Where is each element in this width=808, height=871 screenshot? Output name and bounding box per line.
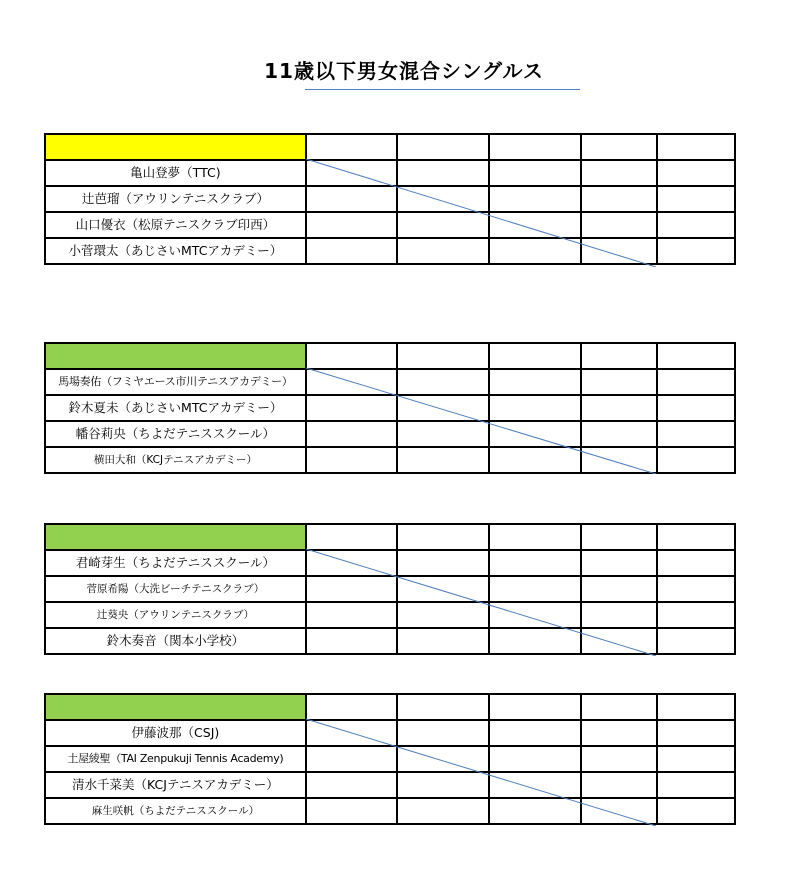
result-cell: [306, 746, 398, 772]
result-cell: [581, 576, 658, 602]
result-cell: [489, 602, 581, 628]
result-header-cell: [397, 343, 489, 369]
result-cell: [489, 212, 581, 238]
result-cell: [489, 720, 581, 746]
result-cell: [489, 628, 581, 654]
player-name: 君崎芽生（ちよだテニススクール）: [45, 550, 306, 576]
result-cell: [397, 238, 489, 264]
result-cell: [397, 576, 489, 602]
result-header-cell: [489, 343, 581, 369]
result-cell: [489, 447, 581, 473]
player-name: 鈴木夏未（あじさいMTCアカデミー）: [45, 395, 306, 421]
result-cell: [581, 186, 658, 212]
group-2-table: [44, 342, 736, 474]
player-name: 麻生咲帆（ちよだテニススクール）: [45, 798, 306, 824]
page-title: 11歳以下男女混合シングルス: [264, 59, 544, 83]
group-3-table: [44, 523, 736, 655]
result-header-cell: [489, 694, 581, 720]
result-header-cell: [657, 343, 735, 369]
result-cell: [397, 720, 489, 746]
result-header-cell: [657, 134, 735, 160]
result-cell: [657, 798, 735, 824]
result-cell: [489, 746, 581, 772]
result-header-cell: [306, 343, 398, 369]
group-4: [44, 693, 736, 826]
group-header-cell: [45, 694, 306, 720]
result-header-cell: [397, 694, 489, 720]
result-cell: [306, 798, 398, 824]
result-header-cell: [657, 524, 735, 550]
result-cell: [489, 421, 581, 447]
result-cell: [581, 160, 658, 186]
result-cell: [306, 447, 398, 473]
player-name: 幡谷莉央（ちよだテニススクール）: [45, 421, 306, 447]
result-cell: [657, 576, 735, 602]
group-1: [44, 133, 736, 267]
result-cell: [397, 602, 489, 628]
player-name: 横田大和（KCJテニスアカデミー）: [45, 447, 306, 473]
result-cell: [657, 369, 735, 395]
player-name: 土屋綾聖（TAI Zenpukuji Tennis Academy): [45, 746, 306, 772]
result-cell: [397, 186, 489, 212]
result-cell: [306, 602, 398, 628]
result-header-cell: [657, 694, 735, 720]
player-name: 菅原希陽（大洗ビーチテニスクラブ）: [45, 576, 306, 602]
player-name: 小菅環太（あじさいMTCアカデミー）: [45, 238, 306, 264]
result-cell: [581, 628, 658, 654]
result-header-cell: [397, 134, 489, 160]
result-header-cell: [581, 343, 658, 369]
result-cell: [581, 212, 658, 238]
result-cell: [397, 772, 489, 798]
result-cell: [581, 550, 658, 576]
result-header-cell: [306, 524, 398, 550]
result-cell: [306, 628, 398, 654]
result-header-cell: [489, 524, 581, 550]
result-cell: [397, 628, 489, 654]
group-header-cell: [45, 134, 306, 160]
group-header-cell: [45, 343, 306, 369]
result-cell: [581, 395, 658, 421]
result-cell: [306, 369, 398, 395]
result-cell: [657, 746, 735, 772]
result-cell: [306, 160, 398, 186]
title-underline: [305, 89, 580, 90]
result-header-cell: [306, 694, 398, 720]
result-cell: [581, 447, 658, 473]
result-cell: [489, 395, 581, 421]
result-cell: [657, 395, 735, 421]
result-cell: [657, 186, 735, 212]
player-name: 鈴木奏音（関本小学校）: [45, 628, 306, 654]
result-cell: [397, 421, 489, 447]
result-cell: [306, 186, 398, 212]
result-header-cell: [581, 694, 658, 720]
result-cell: [581, 238, 658, 264]
result-header-cell: [489, 134, 581, 160]
result-cell: [306, 550, 398, 576]
player-name: 清水千菜美（KCJテニスアカデミー）: [45, 772, 306, 798]
result-cell: [306, 720, 398, 746]
group-4-table: [44, 693, 736, 825]
result-cell: [489, 160, 581, 186]
group-3: [44, 523, 736, 656]
result-cell: [397, 447, 489, 473]
result-cell: [581, 421, 658, 447]
result-cell: [657, 720, 735, 746]
result-cell: [581, 369, 658, 395]
result-cell: [657, 421, 735, 447]
group-header-cell: [45, 524, 306, 550]
result-header-cell: [581, 134, 658, 160]
result-cell: [489, 798, 581, 824]
result-cell: [397, 212, 489, 238]
group-1-table: [44, 133, 736, 265]
result-cell: [489, 369, 581, 395]
result-cell: [657, 212, 735, 238]
result-cell: [657, 628, 735, 654]
result-cell: [306, 576, 398, 602]
result-cell: [397, 746, 489, 772]
result-cell: [657, 447, 735, 473]
result-cell: [489, 576, 581, 602]
player-name: 亀山登夢（TTC): [45, 160, 306, 186]
result-header-cell: [581, 524, 658, 550]
result-cell: [657, 550, 735, 576]
result-cell: [397, 798, 489, 824]
result-cell: [397, 395, 489, 421]
result-cell: [306, 772, 398, 798]
result-cell: [397, 160, 489, 186]
result-cell: [489, 772, 581, 798]
player-name: 馬場奏佑（フミヤエース市川テニスアカデミー）: [45, 369, 306, 395]
result-cell: [489, 186, 581, 212]
result-cell: [657, 602, 735, 628]
player-name: 辻葵央（アウリンテニスクラブ）: [45, 602, 306, 628]
result-header-cell: [397, 524, 489, 550]
result-cell: [657, 772, 735, 798]
result-cell: [306, 238, 398, 264]
result-header-cell: [306, 134, 398, 160]
result-cell: [306, 212, 398, 238]
player-name: 山口優衣（松原テニスクラブ印西）: [45, 212, 306, 238]
result-cell: [306, 395, 398, 421]
result-cell: [581, 772, 658, 798]
result-cell: [657, 160, 735, 186]
result-cell: [581, 746, 658, 772]
group-2: [44, 342, 736, 474]
result-cell: [581, 602, 658, 628]
result-cell: [581, 798, 658, 824]
result-cell: [397, 369, 489, 395]
result-cell: [397, 550, 489, 576]
result-cell: [489, 550, 581, 576]
player-name: 伊藤波那（CSJ): [45, 720, 306, 746]
player-name: 辻芭瑠（アウリンテニスクラブ）: [45, 186, 306, 212]
result-cell: [306, 421, 398, 447]
result-cell: [657, 238, 735, 264]
result-cell: [489, 238, 581, 264]
result-cell: [581, 720, 658, 746]
